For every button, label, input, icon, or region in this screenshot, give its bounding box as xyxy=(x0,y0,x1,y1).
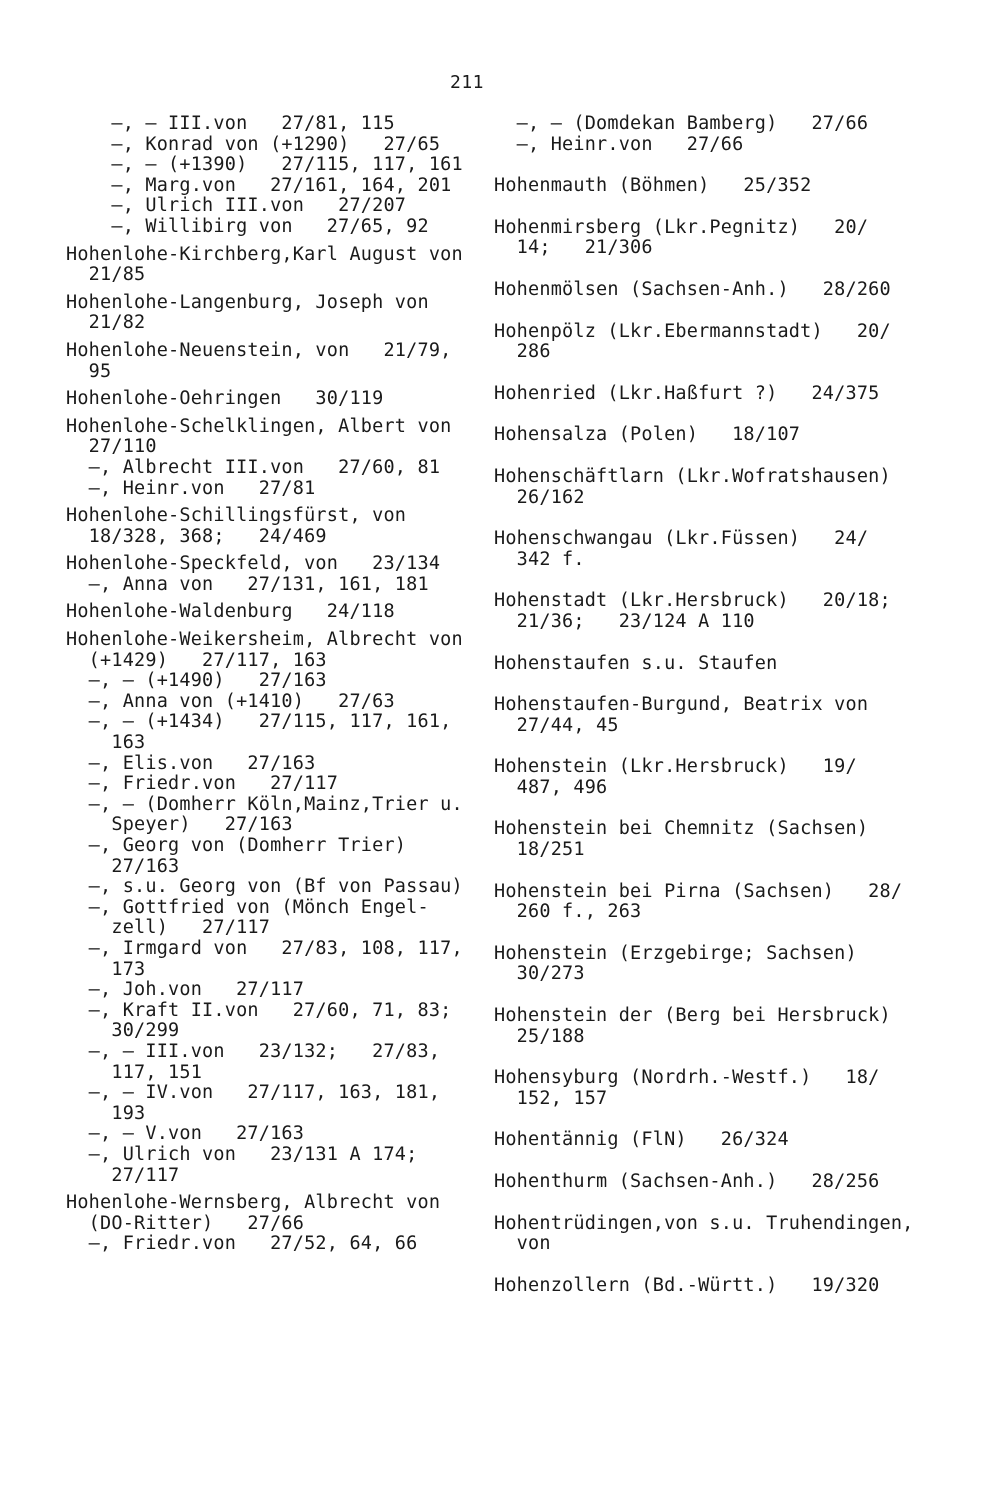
index-entry xyxy=(494,322,914,363)
index-entry xyxy=(494,819,914,860)
index-entry-line: Hohensalza (Polen) 18/107 xyxy=(494,424,801,446)
index-entry-line: Hohenlohe-Oehringen 30/119 xyxy=(66,388,384,410)
index-entry-line: —, Ulrich III.von 27/207 xyxy=(66,195,407,217)
index-entry xyxy=(66,114,486,238)
index-entry-line: —, — V.von 27/163 xyxy=(66,1123,305,1145)
index-entry-line: Hohenstaufen-Burgund, Beatrix von xyxy=(494,694,869,716)
index-entry-line: 25/188 xyxy=(494,1025,585,1047)
index-entry-line: Hohenstadt (Lkr.Hersbruck) 20/18; xyxy=(494,590,891,612)
index-entry-line: 95 xyxy=(66,360,112,382)
index-entry-line: Speyer) 27/163 xyxy=(66,814,293,836)
entry-gap xyxy=(494,259,914,280)
index-entry-line: 152, 157 xyxy=(494,1087,608,1109)
entry-gap xyxy=(494,197,914,218)
index-entry xyxy=(494,425,914,446)
index-entry-line: —, Gottfried von (Mönch Engel- xyxy=(66,896,429,918)
index-entry xyxy=(494,1068,914,1109)
index-entry xyxy=(494,1130,914,1151)
index-entry-line: Hohensyburg (Nordrh.-Westf.) 18/ xyxy=(494,1067,880,1089)
entry-gap xyxy=(494,861,914,882)
index-entry xyxy=(66,1193,486,1255)
index-entry-line: 193 xyxy=(66,1102,146,1124)
index-entry-line: —, — (+1490) 27/163 xyxy=(66,670,327,692)
index-entry-line: 18/251 xyxy=(494,839,585,861)
index-entry-line: 117, 151 xyxy=(66,1061,203,1083)
entry-gap xyxy=(494,570,914,591)
entry-gap xyxy=(494,1255,914,1276)
index-entry-line: Hohenlohe-Schillingsfürst, von xyxy=(66,505,407,527)
index-entry-line: Hohenschwangau (Lkr.Füssen) 24/ xyxy=(494,528,869,550)
index-entry-line: Hohenmölsen (Sachsen-Anh.) 28/260 xyxy=(494,278,891,300)
index-entry-line: —, Friedr.von 27/52, 64, 66 xyxy=(66,1233,418,1255)
index-entry-line: 27/110 xyxy=(66,436,157,458)
index-entry xyxy=(494,654,914,675)
index-entry-line: —, — (+1434) 27/115, 117, 161, xyxy=(66,711,452,733)
entry-gap xyxy=(494,1047,914,1068)
index-entry-line: Hohenlohe-Weikersheim, Albrecht von xyxy=(66,629,463,651)
index-entry-line: Hohenlohe-Wernsberg, Albrecht von xyxy=(66,1192,441,1214)
index-entry-line: —, Albrecht III.von 27/60, 81 xyxy=(66,456,441,478)
index-entry-line: —, — III.von 27/81, 115 xyxy=(66,113,395,134)
index-entry xyxy=(66,293,486,334)
index-entry-line: —, Georg von (Domherr Trier) xyxy=(66,835,407,856)
index-entry-line: —, — IV.von 27/117, 163, 181, xyxy=(66,1082,441,1104)
index-entry-line: 487, 496 xyxy=(494,776,608,798)
index-entry-line: Hohenstein bei Chemnitz (Sachsen) xyxy=(494,818,869,840)
index-entry-line: 21/85 xyxy=(66,264,146,286)
entry-gap xyxy=(494,508,914,529)
index-entry xyxy=(494,384,914,405)
index-entry xyxy=(66,389,486,410)
index-entry-line: Hohentrüdingen,von s.u. Truhendingen, xyxy=(494,1212,914,1234)
index-entry xyxy=(494,1172,914,1193)
page-number: 211 xyxy=(450,72,485,93)
index-entry-line: Hohentännig (FlN) 26/324 xyxy=(494,1129,789,1151)
entry-gap xyxy=(494,923,914,944)
entry-gap xyxy=(494,1193,914,1214)
index-entry-line: —, Heinr.von 27/66 xyxy=(494,133,744,155)
index-entry-line: Hohenlohe-Schelklingen, Albert von xyxy=(66,415,452,437)
index-entry-line: Hohenstein (Lkr.Hersbruck) 19/ xyxy=(494,756,857,778)
index-entry-line: —, Marg.von 27/161, 164, 201 xyxy=(66,174,452,196)
index-entry-line: Hohenmauth (Böhmen) 25/352 xyxy=(494,175,812,197)
index-entry-line: zell) 27/117 xyxy=(66,917,271,939)
entry-gap xyxy=(494,633,914,654)
index-entry-line: von xyxy=(494,1233,551,1255)
index-entry xyxy=(494,280,914,301)
index-entry-line: Hohenmirsberg (Lkr.Pegnitz) 20/ xyxy=(494,216,869,238)
index-entry xyxy=(66,245,486,286)
index-entry-line: Hohenstein (Erzgebirge; Sachsen) xyxy=(494,942,857,964)
index-entry-line: Hohenthurm (Sachsen-Anh.) 28/256 xyxy=(494,1171,880,1192)
index-entry-line: Hohenlohe-Speckfeld, von 23/134 xyxy=(66,553,441,575)
index-entry-line: —, Friedr.von 27/117 xyxy=(66,773,339,795)
index-entry-line: —, Ulrich von 23/131 A 174; xyxy=(66,1143,418,1165)
index-entry xyxy=(494,1276,914,1297)
entry-gap xyxy=(494,155,914,176)
index-entry xyxy=(494,176,914,197)
index-entry-line: 163 xyxy=(66,732,146,754)
index-entry-line: Hohenried (Lkr.Haßfurt ?) 24/375 xyxy=(494,382,880,404)
index-entry xyxy=(66,506,486,547)
index-entry-line: (DO-Ritter) 27/66 xyxy=(66,1212,305,1234)
index-entry-line: 30/273 xyxy=(494,963,585,985)
entry-gap xyxy=(494,404,914,425)
index-entry xyxy=(494,467,914,508)
index-entry-line: Hohenstaufen s.u. Staufen xyxy=(494,652,778,674)
entry-gap xyxy=(494,301,914,322)
index-entry-line: 260 f., 263 xyxy=(494,901,642,923)
entry-gap xyxy=(494,1151,914,1172)
index-entry-line: —, Willibirg von 27/65, 92 xyxy=(66,215,429,237)
index-entry xyxy=(494,695,914,736)
index-entry xyxy=(494,1214,914,1255)
left-column xyxy=(66,114,486,1255)
right-column xyxy=(494,114,914,1296)
index-entry-line: —, Anna von 27/131, 161, 181 xyxy=(66,573,429,595)
index-entry xyxy=(66,417,486,499)
index-entry xyxy=(66,602,486,623)
entry-gap xyxy=(494,363,914,384)
index-entry-line: —, — (+1390) 27/115, 117, 161 xyxy=(66,154,463,176)
index-entry-line: —, Kraft II.von 27/60, 71, 83; xyxy=(66,999,452,1021)
index-entry-line: —, — (Domherr Köln,Mainz,Trier u. xyxy=(66,793,463,815)
entry-gap xyxy=(494,798,914,819)
index-entry xyxy=(66,630,486,1186)
entry-gap xyxy=(494,446,914,467)
entry-gap xyxy=(494,674,914,695)
index-entry-line: —, Anna von (+1410) 27/63 xyxy=(66,690,395,712)
index-entry-line: 27/44, 45 xyxy=(494,714,619,736)
index-entry-line: 14; 21/306 xyxy=(494,237,653,259)
index-entry-line: Hohenlohe-Waldenburg 24/118 xyxy=(66,601,395,623)
index-entry-line: 27/163 xyxy=(66,855,180,877)
index-entry-line: —, — (Domdekan Bamberg) 27/66 xyxy=(494,113,869,134)
index-entry-line: —, Heinr.von 27/81 xyxy=(66,477,316,499)
index-entry-line: 342 f. xyxy=(494,548,585,570)
index-entry xyxy=(494,944,914,985)
index-entry-line: Hohenlohe-Langenburg, Joseph von xyxy=(66,291,429,313)
index-entry xyxy=(494,114,914,155)
index-entry-line: —, Irmgard von 27/83, 108, 117, xyxy=(66,937,463,959)
index-entry-line: 30/299 xyxy=(66,1020,180,1042)
index-entry xyxy=(494,218,914,259)
index-entry-line: 21/36; 23/124 A 110 xyxy=(494,610,755,632)
index-entry xyxy=(494,1006,914,1047)
index-entry-line: 26/162 xyxy=(494,486,585,508)
entry-gap xyxy=(494,1109,914,1130)
index-entry xyxy=(66,341,486,382)
index-entry xyxy=(494,591,914,632)
index-entry-line: Hohenschäftlarn (Lkr.Wofratshausen) xyxy=(494,465,891,487)
index-entry-line: 27/117 xyxy=(66,1164,180,1186)
index-entry-line: —, Konrad von (+1290) 27/65 xyxy=(66,133,441,155)
index-entry-line: 21/82 xyxy=(66,312,146,334)
index-entry xyxy=(494,757,914,798)
index-entry xyxy=(66,554,486,595)
index-entry-line: 286 xyxy=(494,341,551,363)
index-entry-line: Hohenlohe-Kirchberg,Karl August von xyxy=(66,243,463,265)
index-entry xyxy=(494,529,914,570)
index-entry-line: Hohenzollern (Bd.-Württ.) 19/320 xyxy=(494,1274,880,1296)
index-entry xyxy=(494,882,914,923)
index-entry-line: —, — III.von 23/132; 27/83, xyxy=(66,1040,441,1062)
index-entry-line: 18/328, 368; 24/469 xyxy=(66,525,327,547)
index-entry-line: (+1429) 27/117, 163 xyxy=(66,649,327,671)
index-entry-line: 173 xyxy=(66,958,146,980)
entry-gap xyxy=(494,736,914,757)
index-entry-line: Hohenstein bei Pirna (Sachsen) 28/ xyxy=(494,880,903,902)
index-entry-line: —, Elis.von 27/163 xyxy=(66,752,316,774)
index-entry-line: —, Joh.von 27/117 xyxy=(66,979,305,1001)
entry-gap xyxy=(494,985,914,1006)
index-entry-line: Hohenpölz (Lkr.Ebermannstadt) 20/ xyxy=(494,320,891,342)
index-entry-line: Hohenlohe-Neuenstein, von 21/79, xyxy=(66,339,452,361)
index-entry-line: Hohenstein der (Berg bei Hersbruck) xyxy=(494,1005,891,1027)
index-entry-line: —, s.u. Georg von (Bf von Passau) xyxy=(66,876,463,898)
